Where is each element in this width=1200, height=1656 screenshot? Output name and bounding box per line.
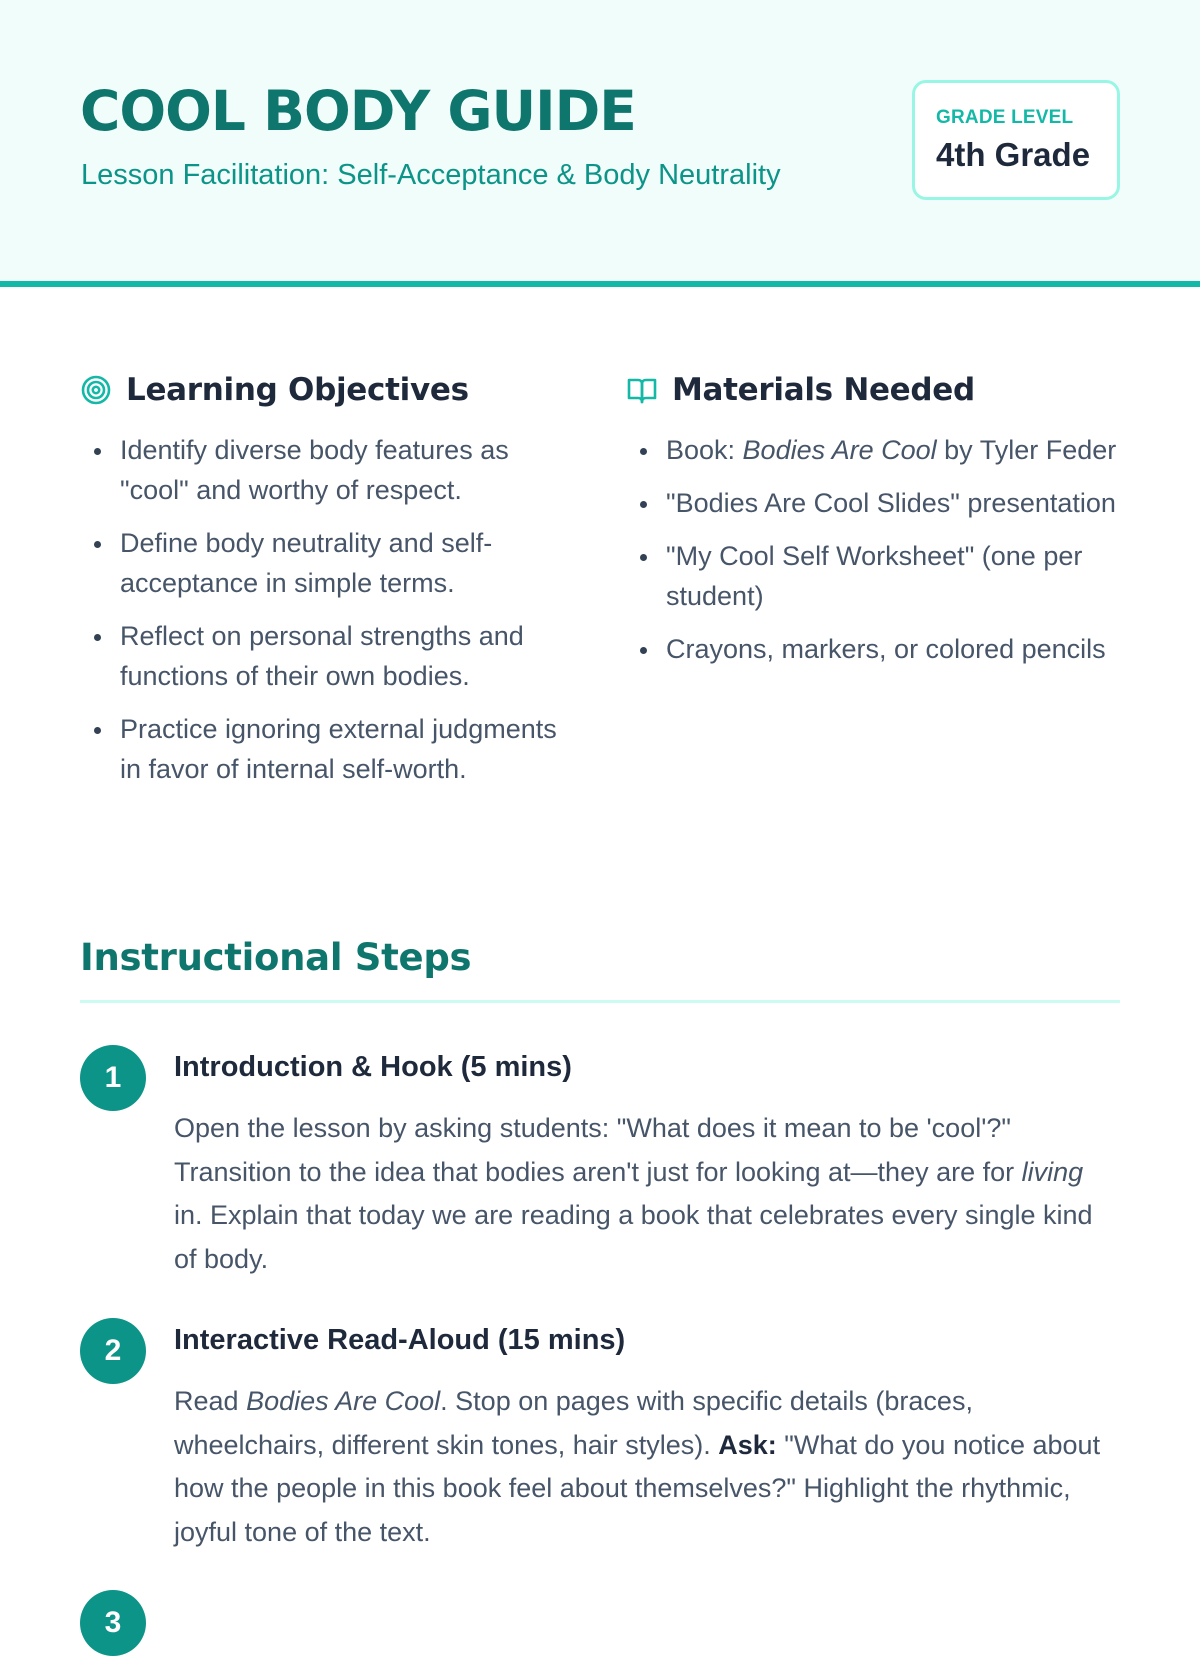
step-title: Interactive Read-Aloud (15 mins) — [174, 1324, 626, 1356]
grade-level-value: 4th Grade — [936, 136, 1091, 173]
step-text-emphasis: living — [1021, 1156, 1084, 1187]
step-number-badge: 1 — [80, 1045, 146, 1111]
page-subtitle: Lesson Facilitation: Self-Acceptance & Body Neutrality — [81, 159, 781, 191]
step-description — [174, 1107, 1114, 1281]
grade-level-badge — [912, 80, 1120, 200]
grade-level-label: GRADE LEVEL — [936, 107, 1074, 128]
material-item-suffix: by Tyler Feder — [936, 435, 1117, 465]
objective-item: Reflect on personal strengths and functions of their own bodies. — [80, 616, 570, 696]
step-text-strong: Ask: — [718, 1429, 777, 1460]
section-divider — [80, 1000, 1120, 1003]
step-text: in. Explain that today we are reading a book that celebrates every single kind of body. — [174, 1200, 1093, 1274]
step-text: . Stop on pages with specific details (braces, wheelchairs, different skin tones, hair styles). — [174, 1386, 973, 1460]
instructional-steps-title: Instructional Steps — [80, 936, 472, 979]
objective-item: Identify diverse body features as "cool" and worthy of respect. — [80, 430, 570, 510]
material-item-prefix: Book: — [666, 435, 743, 465]
learning-objectives-section — [80, 368, 570, 802]
step-number-badge: 3 — [80, 1590, 146, 1656]
step-text: "What do you notice about how the people in this book feel about themselves?" Highlight the rhythmic, joyful tone of the text. — [174, 1429, 1101, 1547]
learning-objectives-title: Learning Objectives — [126, 372, 469, 408]
step-text: Open the lesson by asking students: "What does it mean to be 'cool'?" Transition to the idea that bodies aren't just for looking at—they are for — [174, 1113, 1022, 1187]
material-item — [626, 430, 1126, 470]
material-item: "My Cool Self Worksheet" (one per student) — [626, 536, 1126, 616]
step-text: Read — [174, 1386, 247, 1416]
target-icon — [80, 374, 112, 406]
book-title: Bodies Are Cool — [742, 435, 937, 465]
materials-needed-section — [626, 368, 1126, 682]
objective-item: Practice ignoring external judgments in favor of internal self-worth. — [80, 709, 570, 789]
material-item: "Bodies Are Cool Slides" presentation — [626, 483, 1126, 523]
materials-needed-title: Materials Needed — [672, 372, 975, 408]
material-item: Crayons, markers, or colored pencils — [626, 629, 1126, 669]
objective-item: Define body neutrality and self-acceptance in simple terms. — [80, 523, 570, 603]
materials-list — [626, 430, 1126, 669]
step-number-badge: 2 — [80, 1318, 146, 1384]
step-description — [174, 1380, 1114, 1554]
page-header — [0, 0, 1200, 287]
book-open-icon — [626, 374, 658, 406]
book-title: Bodies Are Cool — [246, 1386, 441, 1416]
page-title: COOL BODY GUIDE — [80, 79, 636, 143]
step-title: Introduction & Hook (5 mins) — [174, 1051, 572, 1083]
objectives-list — [80, 430, 570, 789]
